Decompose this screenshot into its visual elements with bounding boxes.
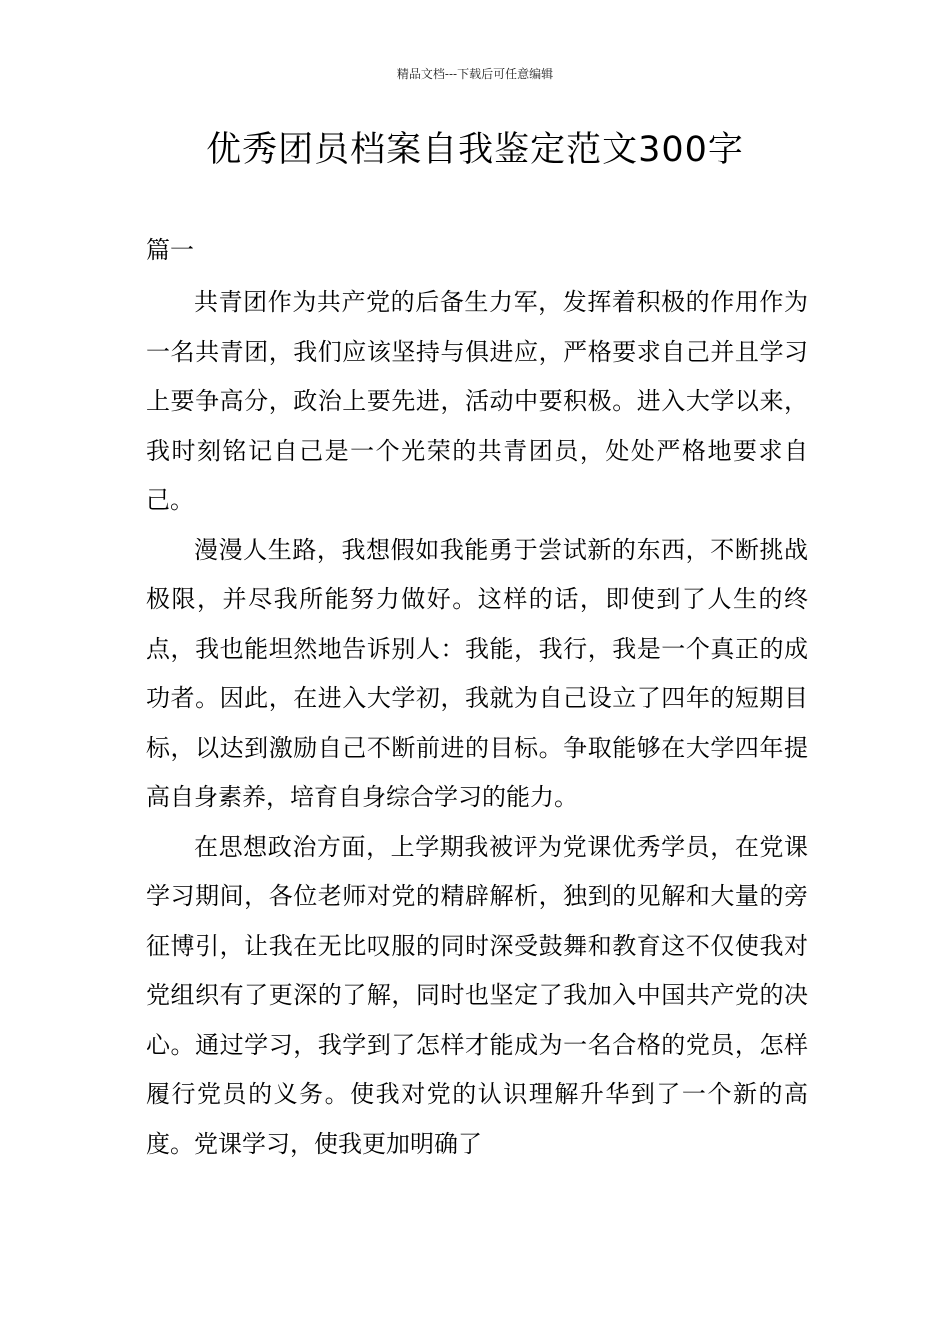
section-label: 篇一 [146,236,194,264]
paragraph-1: 共青团作为共产党的后备生力军，发挥着积极的作用作为一名共青团，我们应该坚持与俱进应，严格要求自己并且学习上要争高分，政治上要先进，活动中要积极。进入大学以来，我时刻铭记自己是一个光荣的共青团员，处处严格地要求自己。 [146,288,808,514]
paragraph-2: 漫漫人生路，我想假如我能勇于尝试新的东西，不断挑战极限，并尽我所能努力做好。这样的话，即使到了人生的终点，我也能坦然地告诉别人：我能，我行，我是一个真正的成功者。因此，在进入大学初，我就为自己设立了四年的短期目标，以达到激励自己不断前进的目标。争取能够在大学四年提高自身素养，培育自身综合学习的能力。 [146,535,808,811]
paragraph-3: 在思想政治方面，上学期我被评为党课优秀学员，在党课学习期间，各位老师对党的精辟解析，独到的见解和大量的旁征博引，让我在无比叹服的同时深受鼓舞和教育这不仅使我对党组织有了更深的了解，同时也坚定了我加入中国共产党的决心。通过学习，我学到了怎样才能成为一名合格的党员，怎样履行党员的义务。使我对党的认识理解升华到了一个新的高度。党课学习，使我更加明确了 [146,832,808,1158]
header-note: 精品文档---下载后可任意编辑 [396,67,554,81]
body-text [146,278,808,1169]
document-title: 优秀团员档案自我鉴定范文300字 [206,130,744,170]
